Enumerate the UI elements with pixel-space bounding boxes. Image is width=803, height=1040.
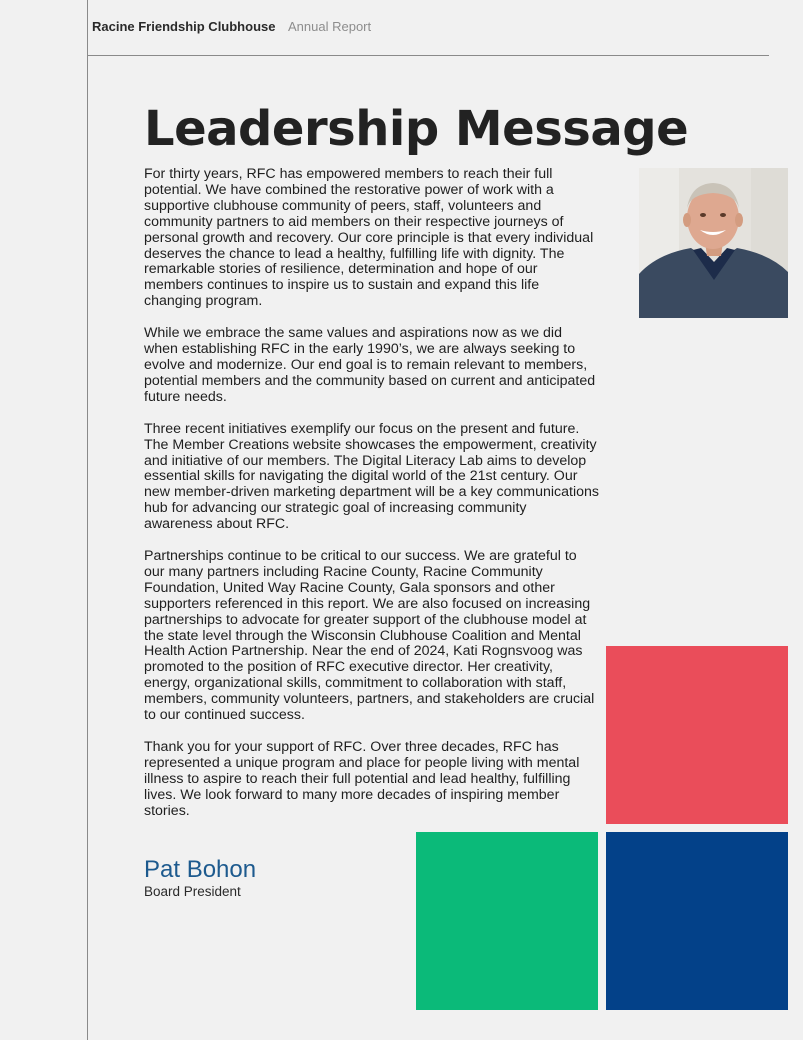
paragraph: Three recent initiatives exemplify our focus on the present and future. The Member Creations website showcases the empowerment, creativity and initiative of our members. The Digital Literacy Lab aims to develop essential skills for navigating the digital world of the 21st century. Our new member-driven marketing department will be a key communications hub for advancing our strategic goal of increasing community awareness about RFC. xyxy=(144,420,599,533)
vertical-rule xyxy=(87,0,88,1040)
header-rule xyxy=(87,55,769,56)
signer-role: Board President xyxy=(144,884,241,899)
organization-name: Racine Friendship Clubhouse xyxy=(92,19,276,34)
decorative-blue-square xyxy=(606,832,788,1010)
report-label: Annual Report xyxy=(288,19,372,34)
paragraph: For thirty years, RFC has empowered members to reach their full potential. We have combined the restorative power of work with a supportive clubhouse community of peers, staff, volunteers and community partners to aid members on their respective journeys of personal growth and recovery. Our core principle is that every individual deserves the chance to lead a healthy, fulfilling life with dignity. The remarkable stories of resilience, determination and hope of our members continues to inspire us to sustain and expand this life changing program. xyxy=(144,166,594,310)
portrait-photo xyxy=(639,168,788,318)
letter-body xyxy=(144,167,599,836)
signer-name: Pat Bohon xyxy=(144,856,257,883)
paragraph: Partnerships continue to be critical to our success. We are grateful to our many partners including Racine County, Racine Community Foundation, United Way Racine County, Gala sponsors and other supporters referenced in this report. We are also focused on increasing partnerships to advocate for greater support of the clubhouse model at the state level through the Wisconsin Clubhouse Coalition and Mental Health Action Partnership. Near the end of 2024, Kati Rognsvoog was promoted to the position of RFC executive director. Her creativity, energy, organizational skills, commitment to collaboration with staff, members, community volunteers, partners, and stakeholders are crucial to our continued success. xyxy=(144,548,595,724)
decorative-red-square xyxy=(606,646,788,824)
page-title: Leadership Message xyxy=(144,101,689,157)
paragraph: Thank you for your support of RFC. Over three decades, RFC has represented a unique program and place for people living with mental illness to aspire to reach their full potential and lead healthy, fulfilling lives. We look forward to many more decades of inspiring member stories. xyxy=(144,739,580,819)
decorative-green-square xyxy=(416,832,598,1010)
paragraph: While we embrace the same values and aspirations now as we did when establishing RFC in the early 1990’s, we are always seeking to evolve and modernize. Our end goal is to remain relevant to members, potential members and the community based on current and anticipated future needs. xyxy=(144,325,596,405)
